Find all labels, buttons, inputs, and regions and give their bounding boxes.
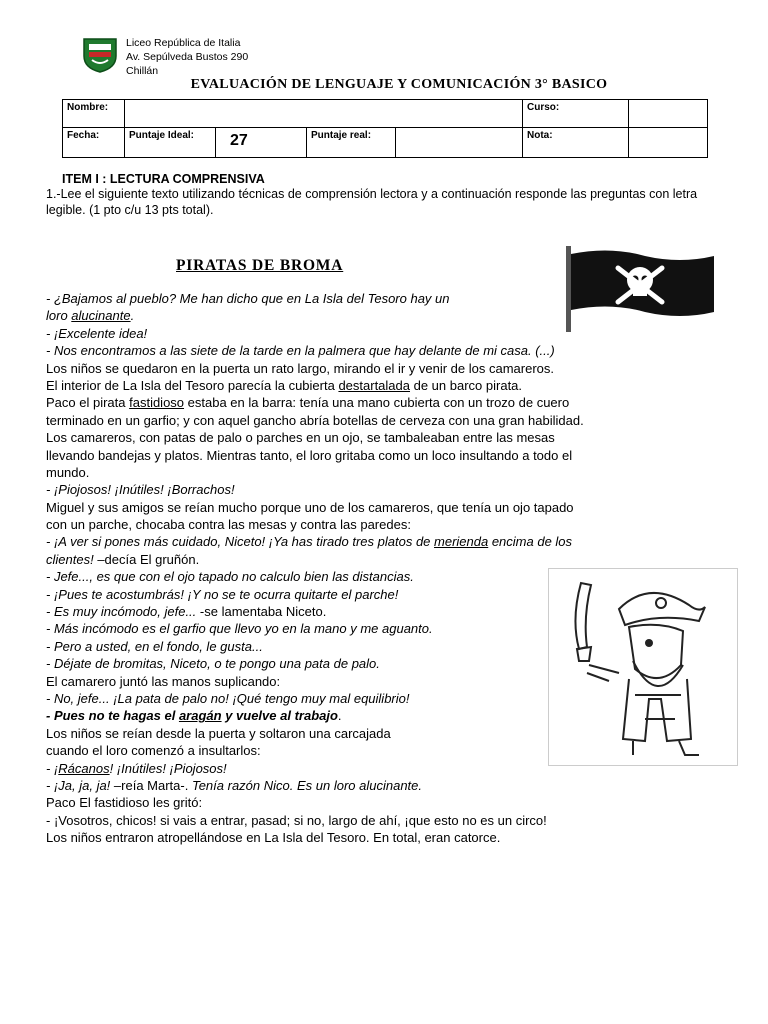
story-text-segment: El camarero juntó las manos suplicando: — [46, 673, 281, 689]
story-text-segment: -se lamentaba Niceto. — [199, 604, 327, 620]
story-text-segment: llevando bandejas y platos. Mientras tanto, el loro gritaba como un loco insultando a todo el — [46, 447, 573, 463]
story-text — [46, 290, 716, 847]
story-text-segment: fastidioso — [129, 395, 185, 411]
story-text-segment: - ¿Bajamos al pueblo? Me han dicho que en La Isla del Tesoro hay un — [46, 291, 450, 306]
story-line — [46, 551, 716, 568]
curso-field[interactable] — [629, 100, 708, 128]
story-text-segment: - ¡Vosotros, chicos! si vais a entrar, pasad; si no, largo de ahí, ¡que esto no es un circo! — [46, 812, 547, 828]
story-text-segment: cuando el loro comenzó a insultarlos: — [46, 743, 261, 759]
story-text-segment: Los niños entraron atropellándose en La Isla del Tesoro. En total, eran catorce. — [46, 830, 501, 846]
story-text-segment: encima de los — [488, 534, 573, 550]
story-line — [46, 760, 716, 777]
curso-label: Curso: — [523, 100, 629, 128]
school-info — [126, 36, 248, 78]
story-text-segment: Rácanos — [58, 760, 110, 776]
story-line — [46, 290, 716, 307]
story-text-segment: - Pues no te hagas el — [46, 708, 179, 724]
story-text-segment: Miguel y sus amigos se reían mucho porque uno de los camareros, que tenía un ojo tapado — [46, 499, 574, 515]
school-address: Av. Sepúlveda Bustos 290 — [126, 51, 249, 63]
story-text-segment: - ¡ — [46, 760, 59, 776]
story-line — [46, 777, 716, 794]
story-text-segment: –decía El gruñón. — [97, 551, 200, 567]
story-line — [46, 655, 716, 672]
story-text-segment: - Más incómodo es el garfio que llevo yo en la mano y me aguanto. — [46, 621, 433, 637]
fecha-label: Fecha: — [63, 128, 125, 158]
nota-field[interactable] — [629, 128, 708, 158]
story-title: PIRATAS DE BROMA — [176, 257, 344, 274]
story-text-segment: - Déjate de bromitas, Niceto, o te pongo una pata de palo. — [46, 656, 380, 672]
story-line — [46, 342, 716, 359]
school-crest-logo — [80, 36, 120, 74]
story-text-segment: terminado en un garfio; y con aquel gancho abría botellas de cerveza con una gran habilidad. — [46, 412, 584, 428]
puntaje-ideal-value: 27 — [216, 128, 307, 158]
story-line — [46, 360, 716, 377]
story-line — [46, 377, 716, 394]
story-line — [46, 464, 716, 481]
story-text-segment: - ¡Piojosos! ¡Inútiles! ¡Borrachos! — [46, 482, 235, 498]
story-line — [46, 586, 716, 603]
puntaje-real-field[interactable] — [396, 128, 523, 158]
nombre-field[interactable] — [125, 100, 523, 128]
school-name: Liceo República de Italia — [126, 37, 241, 49]
story-text-segment: Paco El fastidioso les gritó: — [46, 795, 203, 811]
story-line — [46, 412, 716, 429]
story-text-segment: estaba en la barra: tenía una mano cubierta con un trozo de cuero — [184, 395, 570, 411]
story-line — [46, 429, 716, 446]
instruction-text: 1.-Lee el siguiente texto utilizando técnicas de comprensión lectora y a continuación responde las preguntas con letra legible. (1 pto c/u 13 pts total). — [46, 187, 698, 217]
story-text-segment: - Es muy incómodo, jefe... — [46, 604, 200, 620]
story-text-segment: El interior de La Isla del Tesoro parecía la cubierta — [46, 377, 339, 393]
story-text-segment: con un parche, chocaba contra las mesas y contra las paredes: — [46, 517, 411, 533]
story-line — [46, 812, 716, 829]
story-text-segment: - No, jefe... ¡La pata de palo no! ¡Qué tengo muy mal equilibrio! — [46, 690, 410, 706]
story-line — [46, 325, 716, 342]
story-line — [46, 707, 716, 724]
story-line — [46, 690, 716, 707]
story-text-segment: - ¡Ja, ja, ja! — [46, 777, 114, 793]
story-line — [46, 568, 716, 585]
story-line — [46, 673, 716, 690]
story-line — [46, 725, 716, 742]
puntaje-ideal-label: Puntaje Ideal: — [125, 128, 216, 158]
story-line — [46, 481, 716, 498]
story-text-segment: - ¡A ver si pones más cuidado, Niceto! ¡Ya has tirado tres platos de — [46, 534, 435, 550]
story-line — [46, 516, 716, 533]
student-info-table — [62, 99, 708, 158]
story-text-segment: alucinante — [71, 308, 131, 324]
story-line — [46, 638, 716, 655]
story-text-segment: Los camareros, con patas de palo o parches en un ojo, se tambaleaban entre las mesas — [46, 430, 555, 446]
story-text-segment: . — [337, 708, 342, 724]
story-line — [46, 620, 716, 637]
story-text-segment: loro — [46, 308, 72, 324]
story-line — [46, 829, 716, 846]
story-line — [46, 394, 716, 411]
nombre-label: Nombre: — [63, 100, 125, 128]
story-text-segment: . — [130, 308, 135, 324]
story-text-segment: - Nos encontramos a las siete de la tarde en la palmera que hay delante de mi casa. (...) — [46, 343, 555, 359]
story-text-segment: Los niños se reían desde la puerta y soltaron una carcajada — [46, 725, 391, 741]
story-text-segment: –reía Marta-. — [113, 777, 192, 793]
puntaje-real-label: Puntaje real: — [307, 128, 396, 158]
item-title: ITEM I : LECTURA COMPRENSIVA — [62, 172, 265, 186]
story-text-segment: destartalada — [338, 377, 410, 393]
story-text-segment: merienda — [434, 534, 489, 550]
story-text-segment: - Jefe..., es que con el ojo tapado no calculo bien las distancias. — [46, 569, 414, 585]
story-text-segment: - Pero a usted, en el fondo, le gusta... — [46, 638, 263, 654]
story-text-segment: de un barco pirata. — [410, 377, 523, 393]
story-text-segment: clientes! — [46, 551, 98, 567]
school-city: Chillán — [126, 65, 159, 77]
story-line — [46, 603, 716, 620]
story-text-segment: - ¡Pues te acostumbrás! ¡Y no se te ocurra quitarte el parche! — [46, 586, 399, 602]
story-text-segment: Los niños se quedaron en la puerta un rato largo, mirando el ir y venir de los camareros. — [46, 360, 555, 376]
story-line — [46, 307, 716, 324]
story-text-segment: Tenía razón Nico. Es un loro alucinante. — [191, 777, 422, 793]
story-text-segment: ! ¡Inútiles! ¡Piojosos! — [109, 760, 227, 776]
story-text-segment: aragán — [178, 708, 222, 724]
story-line — [46, 794, 716, 811]
story-text-segment: Paco el pirata — [46, 395, 130, 411]
nota-label: Nota: — [523, 128, 629, 158]
story-text-segment: mundo. — [46, 464, 90, 480]
exam-title: EVALUACIÓN DE LENGUAJE Y COMUNICACIÓN 3° BASICO — [190, 77, 608, 92]
story-text-segment: - ¡Excelente idea! — [46, 325, 148, 341]
story-line — [46, 499, 716, 516]
story-line — [46, 447, 716, 464]
story-text-segment: y vuelve al trabajo — [221, 708, 338, 724]
story-line — [46, 533, 716, 550]
story-line — [46, 742, 716, 759]
